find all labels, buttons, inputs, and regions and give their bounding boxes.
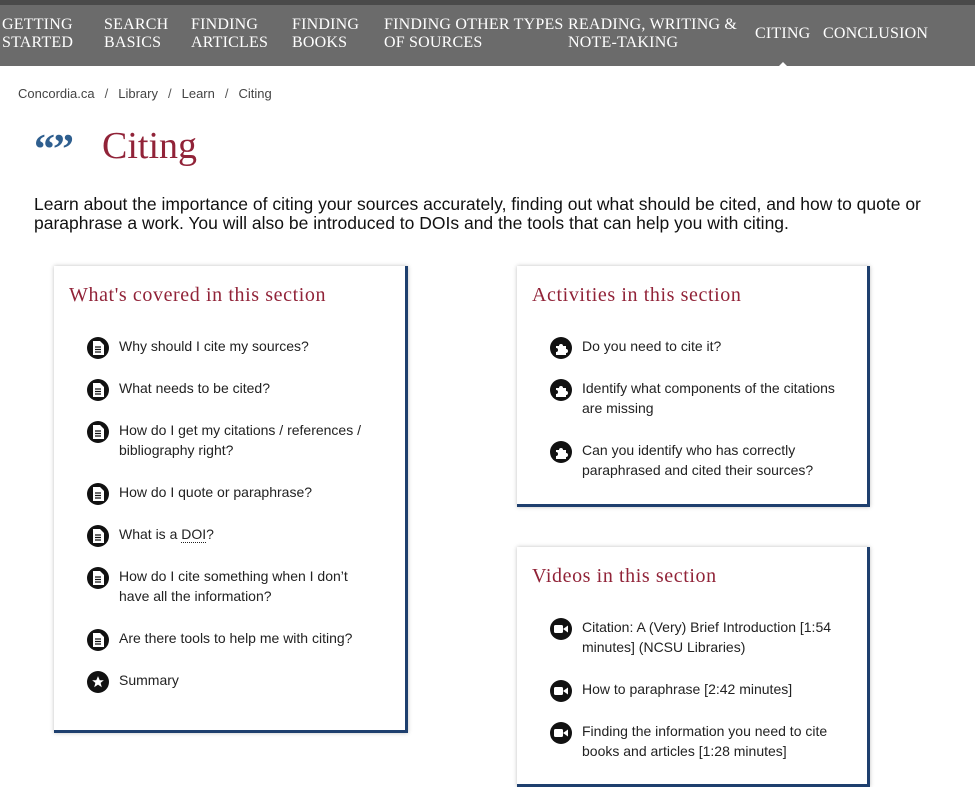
- covered-item-label: How do I cite something when I don’t have all the information?: [119, 568, 348, 604]
- nav-label-line2: NOTE-TAKING: [568, 34, 679, 51]
- page-title: Citing: [102, 125, 198, 167]
- nav-label-line2: BASICS: [104, 34, 162, 51]
- breadcrumb-library[interactable]: Library: [118, 86, 158, 101]
- nav-label-line2: STARTED: [2, 34, 74, 51]
- nav-finding-other-sources[interactable]: [384, 16, 564, 52]
- document-icon: [87, 525, 109, 547]
- breadcrumb: [18, 86, 272, 101]
- nav-label-line2: ARTICLES: [191, 34, 269, 51]
- document-icon: [87, 337, 109, 359]
- breadcrumb-separator: /: [104, 86, 109, 101]
- covered-item-label: How do I quote or paraphrase?: [119, 484, 313, 500]
- covered-item-text: ?: [206, 526, 214, 542]
- covered-item[interactable]: [87, 482, 387, 505]
- document-icon: [87, 379, 109, 401]
- document-icon: [87, 483, 109, 505]
- activity-item[interactable]: [550, 378, 850, 418]
- covered-item-label: [119, 524, 214, 544]
- videos-card-title: Videos in this section: [532, 565, 717, 587]
- nav-finding-books[interactable]: [292, 16, 359, 52]
- nav-label-line1: FINDING OTHER TYPES: [384, 16, 564, 33]
- star-icon: [87, 671, 109, 693]
- activity-item[interactable]: [550, 336, 850, 359]
- activity-item[interactable]: [550, 440, 850, 480]
- breadcrumb-current: Citing: [238, 86, 272, 101]
- intro-text: Learn about the importance of citing your sources accurately, finding out what should be cited, and how to quote or paraphrase a work. You will also be introduced to DOIs and the tools that can help you with citing.: [34, 194, 921, 233]
- nav-label: CITING: [755, 25, 811, 42]
- covered-item[interactable]: [87, 628, 387, 651]
- covered-item[interactable]: [87, 524, 387, 547]
- video-item[interactable]: [550, 721, 850, 761]
- nav-conclusion[interactable]: [823, 25, 928, 43]
- covered-item-label: How do I get my citations / references / bibliography right?: [119, 422, 361, 458]
- nav-citing[interactable]: [755, 25, 810, 43]
- videos-card: [517, 547, 870, 787]
- nav-label-line2: BOOKS: [292, 34, 348, 51]
- document-icon: [87, 629, 109, 651]
- video-item[interactable]: [550, 679, 850, 702]
- covered-item[interactable]: [87, 566, 387, 606]
- document-icon: [87, 567, 109, 589]
- video-item-label: Citation: A (Very) Brief Introduction [1:54 minutes] (NCSU Libraries): [582, 619, 832, 655]
- covered-card-title: What's covered in this section: [69, 284, 327, 306]
- breadcrumb-learn[interactable]: Learn: [181, 86, 215, 101]
- covered-item-label: Why should I cite my sources?: [119, 338, 309, 354]
- top-navigation-bar: [0, 0, 975, 66]
- video-camera-icon: [550, 680, 572, 702]
- active-nav-indicator: [776, 62, 790, 69]
- covered-item-text: What is a: [119, 526, 182, 542]
- covered-item-label: What needs to be cited?: [119, 380, 270, 396]
- covered-item[interactable]: [87, 420, 387, 460]
- breadcrumb-concordia[interactable]: Concordia.ca: [18, 86, 95, 101]
- puzzle-icon: [550, 441, 572, 463]
- nav-search-basics[interactable]: [104, 16, 168, 52]
- nav-label-line1: SEARCH: [104, 16, 169, 33]
- breadcrumb-separator: /: [167, 86, 172, 101]
- nav-label-line1: FINDING: [191, 16, 259, 33]
- nav-label-line2: OF SOURCES: [384, 34, 483, 51]
- breadcrumb-separator: /: [224, 86, 229, 101]
- document-icon: [87, 421, 109, 443]
- activities-card: [517, 266, 870, 507]
- puzzle-icon: [550, 379, 572, 401]
- activity-item-label: Identify what components of the citations are missing: [582, 380, 835, 416]
- covered-item[interactable]: [87, 336, 387, 359]
- doi-abbreviation: DOI: [181, 526, 207, 542]
- covered-card: [54, 266, 408, 733]
- nav-finding-articles[interactable]: [191, 16, 268, 52]
- nav-reading-writing[interactable]: [568, 16, 737, 52]
- nav-label-line1: GETTING: [2, 16, 73, 33]
- puzzle-icon: [550, 337, 572, 359]
- video-item-label: Finding the information you need to cite books and articles [1:28 minutes]: [582, 723, 828, 759]
- video-item[interactable]: [550, 617, 850, 657]
- activities-card-title: Activities in this section: [532, 284, 742, 306]
- nav-label: CONCLUSION: [823, 25, 929, 42]
- covered-item[interactable]: [87, 670, 387, 693]
- activity-item-label: Do you need to cite it?: [582, 338, 722, 354]
- nav-getting-started[interactable]: [2, 16, 73, 52]
- quote-icon: “”: [34, 127, 72, 173]
- covered-item[interactable]: [87, 378, 387, 401]
- covered-item-label: Summary: [119, 672, 179, 688]
- activity-item-label: Can you identify who has correctly paraphrased and cited their sources?: [582, 442, 814, 478]
- nav-label-line1: FINDING: [292, 16, 360, 33]
- video-camera-icon: [550, 618, 572, 640]
- video-item-label: How to paraphrase [2:42 minutes]: [582, 681, 793, 697]
- video-camera-icon: [550, 722, 572, 744]
- covered-item-label: Are there tools to help me with citing?: [119, 630, 353, 646]
- nav-label-line1: READING, WRITING &: [568, 16, 738, 33]
